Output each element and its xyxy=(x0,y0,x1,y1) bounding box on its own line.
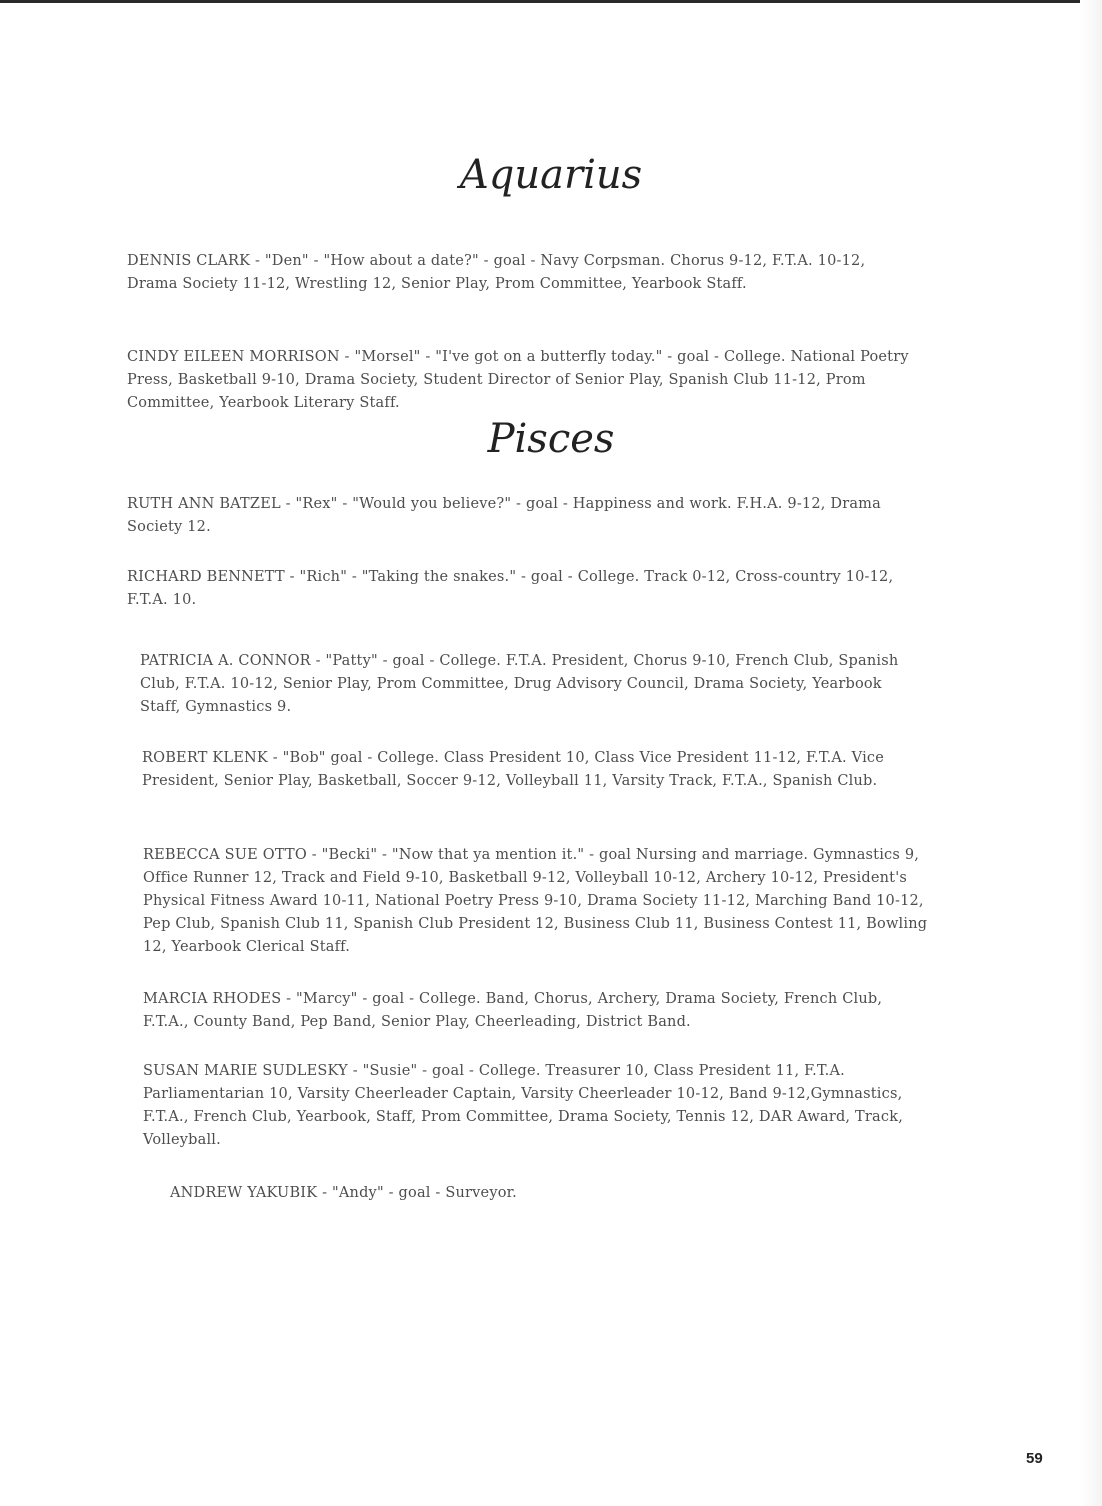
page-edge-shadow xyxy=(1080,0,1102,1506)
entry-ruth-batzel: RUTH ANN BATZEL - "Rex" - "Would you believe?" - goal - Happiness and work. F.H.A. 9-12, Drama Society 12. xyxy=(127,496,881,535)
page-number: 59 xyxy=(1026,1450,1043,1467)
section-title-aquarius: Aquarius xyxy=(459,152,643,198)
entry-cindy-morrison: CINDY EILEEN MORRISON - "Morsel" - "I've got on a butterfly today." - goal - College. National Poetry Press, Basketball 9-10, Drama Society, Student Director of Senior Play, Spanish Club 11-12, Prom Committee, Yearbook Literary Staff. xyxy=(127,349,909,411)
entry-richard-bennett: RICHARD BENNETT - "Rich" - "Taking the snakes." - goal - College. Track 0-12, Cross-country 10-12, F.T.A. 10. xyxy=(127,569,894,608)
entry-andrew-yakubik: ANDREW YAKUBIK - "Andy" - goal - Surveyor. xyxy=(170,1185,517,1201)
entry-robert-klenk: ROBERT KLENK - "Bob" goal - College. Class President 10, Class Vice President 11-12, F.T.A. Vice President, Senior Play, Basketball, Soccer 9-12, Volleyball 11, Varsity Track, F.T.A., Spanish Club. xyxy=(142,750,885,789)
top-border-rule xyxy=(0,0,1080,3)
entry-patricia-connor: PATRICIA A. CONNOR - "Patty" - goal - College. F.T.A. President, Chorus 9-10, French Club, Spanish Club, F.T.A. 10-12, Senior Play, Prom Committee, Drug Advisory Council, Drama Society, Yearbook Staff, Gymnastics 9. xyxy=(140,653,899,715)
entry-susan-sudlesky: SUSAN MARIE SUDLESKY - "Susie" - goal - College. Treasurer 10, Class President 11, F.T.A. Parliamentarian 10, Varsity Cheerleader Captain, Varsity Cheerleader 10-12, Band 9-12,Gymnastics, F.T.A., French Club, Yearbook, Staff, Prom Committee, Drama Society, Tennis 12, DAR Award, Track, Volleyball. xyxy=(143,1063,904,1148)
section-title-pisces: Pisces xyxy=(487,416,615,462)
entry-marcia-rhodes: MARCIA RHODES - "Marcy" - goal - College. Band, Chorus, Archery, Drama Society, French Club, F.T.A., County Band, Pep Band, Senior Play, Cheerleading, District Band. xyxy=(143,991,883,1030)
entry-dennis-clark: DENNIS CLARK - "Den" - "How about a date?" - goal - Navy Corpsman. Chorus 9-12, F.T.A. 10-12, Drama Society 11-12, Wrestling 12, Senior Play, Prom Committee, Yearbook Staff. xyxy=(127,253,866,292)
entry-rebecca-otto: REBECCA SUE OTTO - "Becki" - "Now that ya mention it." - goal Nursing and marriage. Gymnastics 9, Office Runner 12, Track and Field 9-10, Basketball 9-12, Volleyball 10-12, Archery 10-12, President's Physical Fitness Award 10-11, National Poetry Press 9-10, Drama Society 11-12, Marching Band 10-12, Pep Club, Spanish Club 11, Spanish Club President 12, Business Club 11, Business Contest 11, Bowling 12, Yearbook Clerical Staff. xyxy=(143,847,928,955)
